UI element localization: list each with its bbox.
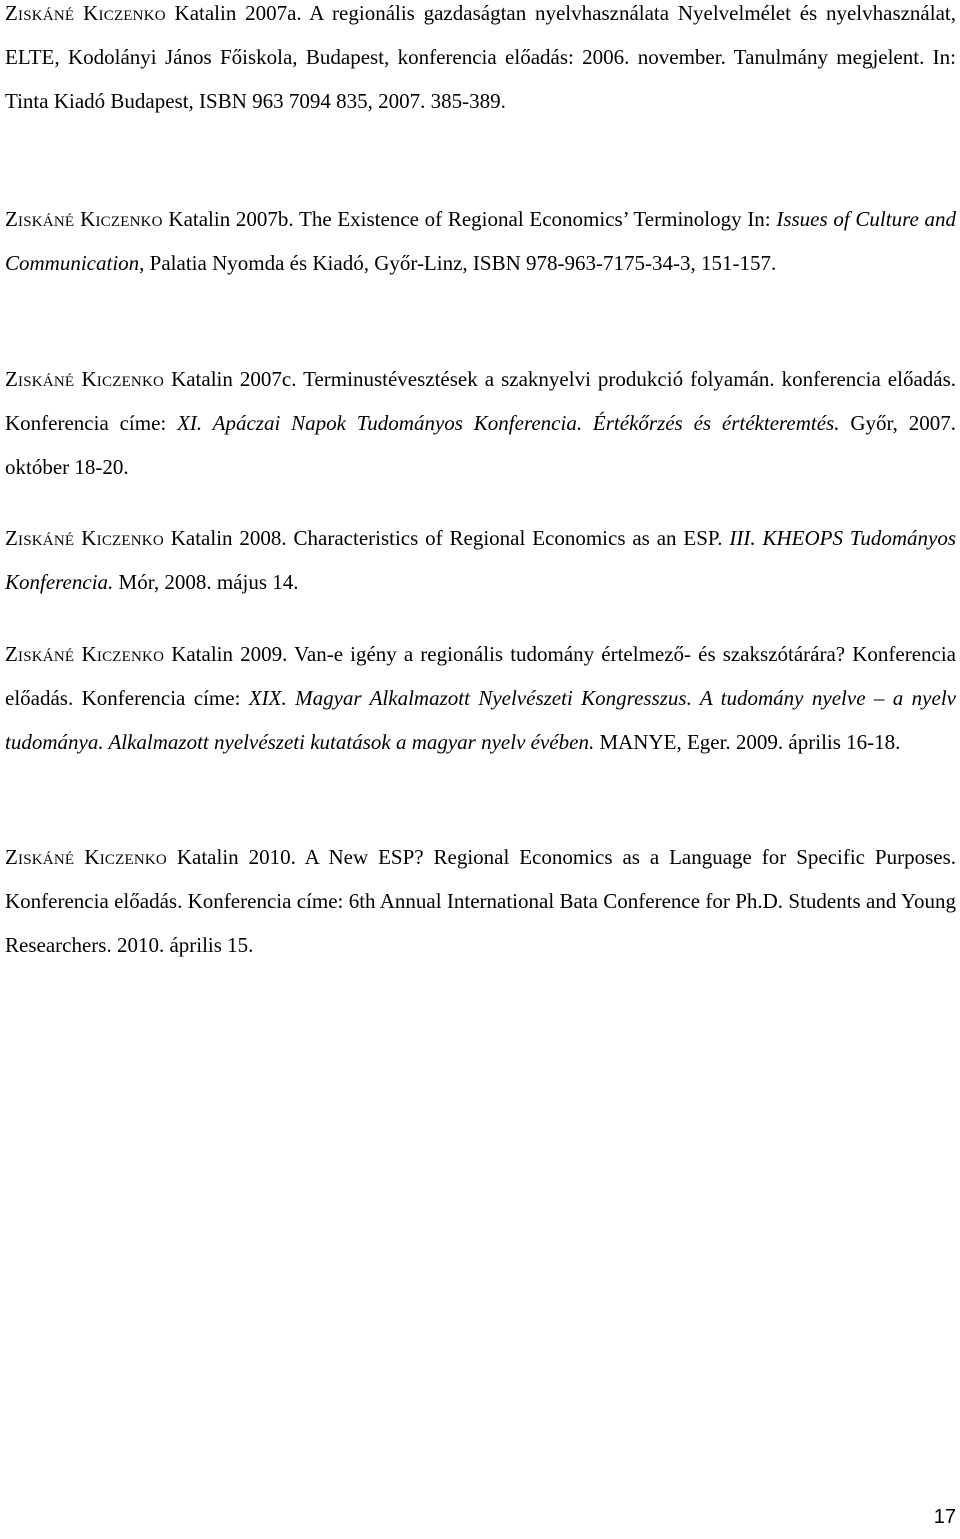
reference-author: Ziskáné Kiczenko — [5, 1, 166, 25]
reference-entry — [5, 357, 956, 489]
reference-text: Katalin 2009. Van-e igény a regionális tudomány értelmező- és szakszótárára? Konferencia előadás. Konferencia címe: — [5, 642, 956, 710]
reference-entry — [5, 516, 956, 604]
reference-italic-title: Issues of Culture and Communication — [5, 207, 956, 275]
reference-author: Ziskáné Kiczenko — [5, 845, 167, 869]
reference-author: Ziskáné Kiczenko — [5, 526, 164, 550]
reference-entry — [5, 835, 956, 967]
reference-text: Mór, 2008. május 14. — [113, 570, 299, 594]
reference-italic-title: III. KHEOPS Tudományos Konferencia. — [5, 526, 956, 594]
reference-entry — [5, 0, 956, 123]
reference-entry — [5, 197, 956, 285]
reference-author: Ziskáné Kiczenko — [5, 642, 165, 666]
reference-text: Katalin 2008. Characteristics of Regional Economics as an ESP. — [163, 526, 730, 550]
reference-text: Győr, 2007. október 18-20. — [5, 411, 956, 479]
reference-author: Ziskáné Kiczenko — [5, 207, 163, 231]
reference-text: Katalin 2007b. The Existence of Regional Economics’ Terminology In: — [162, 207, 777, 231]
reference-text: , Palatia Nyomda és Kiadó, Győr-Linz, ISBN 978-963-7175-34-3, 151-157. — [139, 251, 777, 275]
page-number: 17 — [933, 1506, 956, 1528]
reference-text: Katalin 2007a. A regionális gazdaságtan nyelvhasználata Nyelvelmélet és nyelvhasználat, ELTE, Kodolányi János Főiskola, Budapest, konferencia előadás: 2006. november. Tanulmány megjelent. In: Tinta Kiadó Budapest, ISBN 963 7094 835, 2007. 385-389. — [5, 1, 956, 113]
reference-text: MANYE, Eger. 2009. április 16-18. — [594, 730, 901, 754]
reference-italic-title: XIX. Magyar Alkalmazott Nyelvészeti Kongresszus. A tudomány nyelve – a nyelv tudománya. Alkalmazott nyelvészeti kutatások a magyar nyelv évében. — [5, 686, 956, 754]
reference-author: Ziskáné Kiczenko — [5, 367, 165, 391]
reference-italic-title: XI. Apáczai Napok Tudományos Konferencia. Értékőrzés és értékteremtés. — [177, 411, 840, 435]
reference-text: Katalin 2007c. Terminustévesztések a szaknyelvi produkció folyamán. konferencia előadás. Konferencia címe: — [5, 367, 957, 435]
reference-text: Katalin 2010. A New ESP? Regional Economics as a Language for Specific Purposes. Konferencia előadás. Konferencia címe: 6th Annual International Bata Conference for Ph.D. Students and Young Researchers. 2010. április 15. — [5, 845, 956, 957]
reference-entry — [5, 632, 956, 764]
